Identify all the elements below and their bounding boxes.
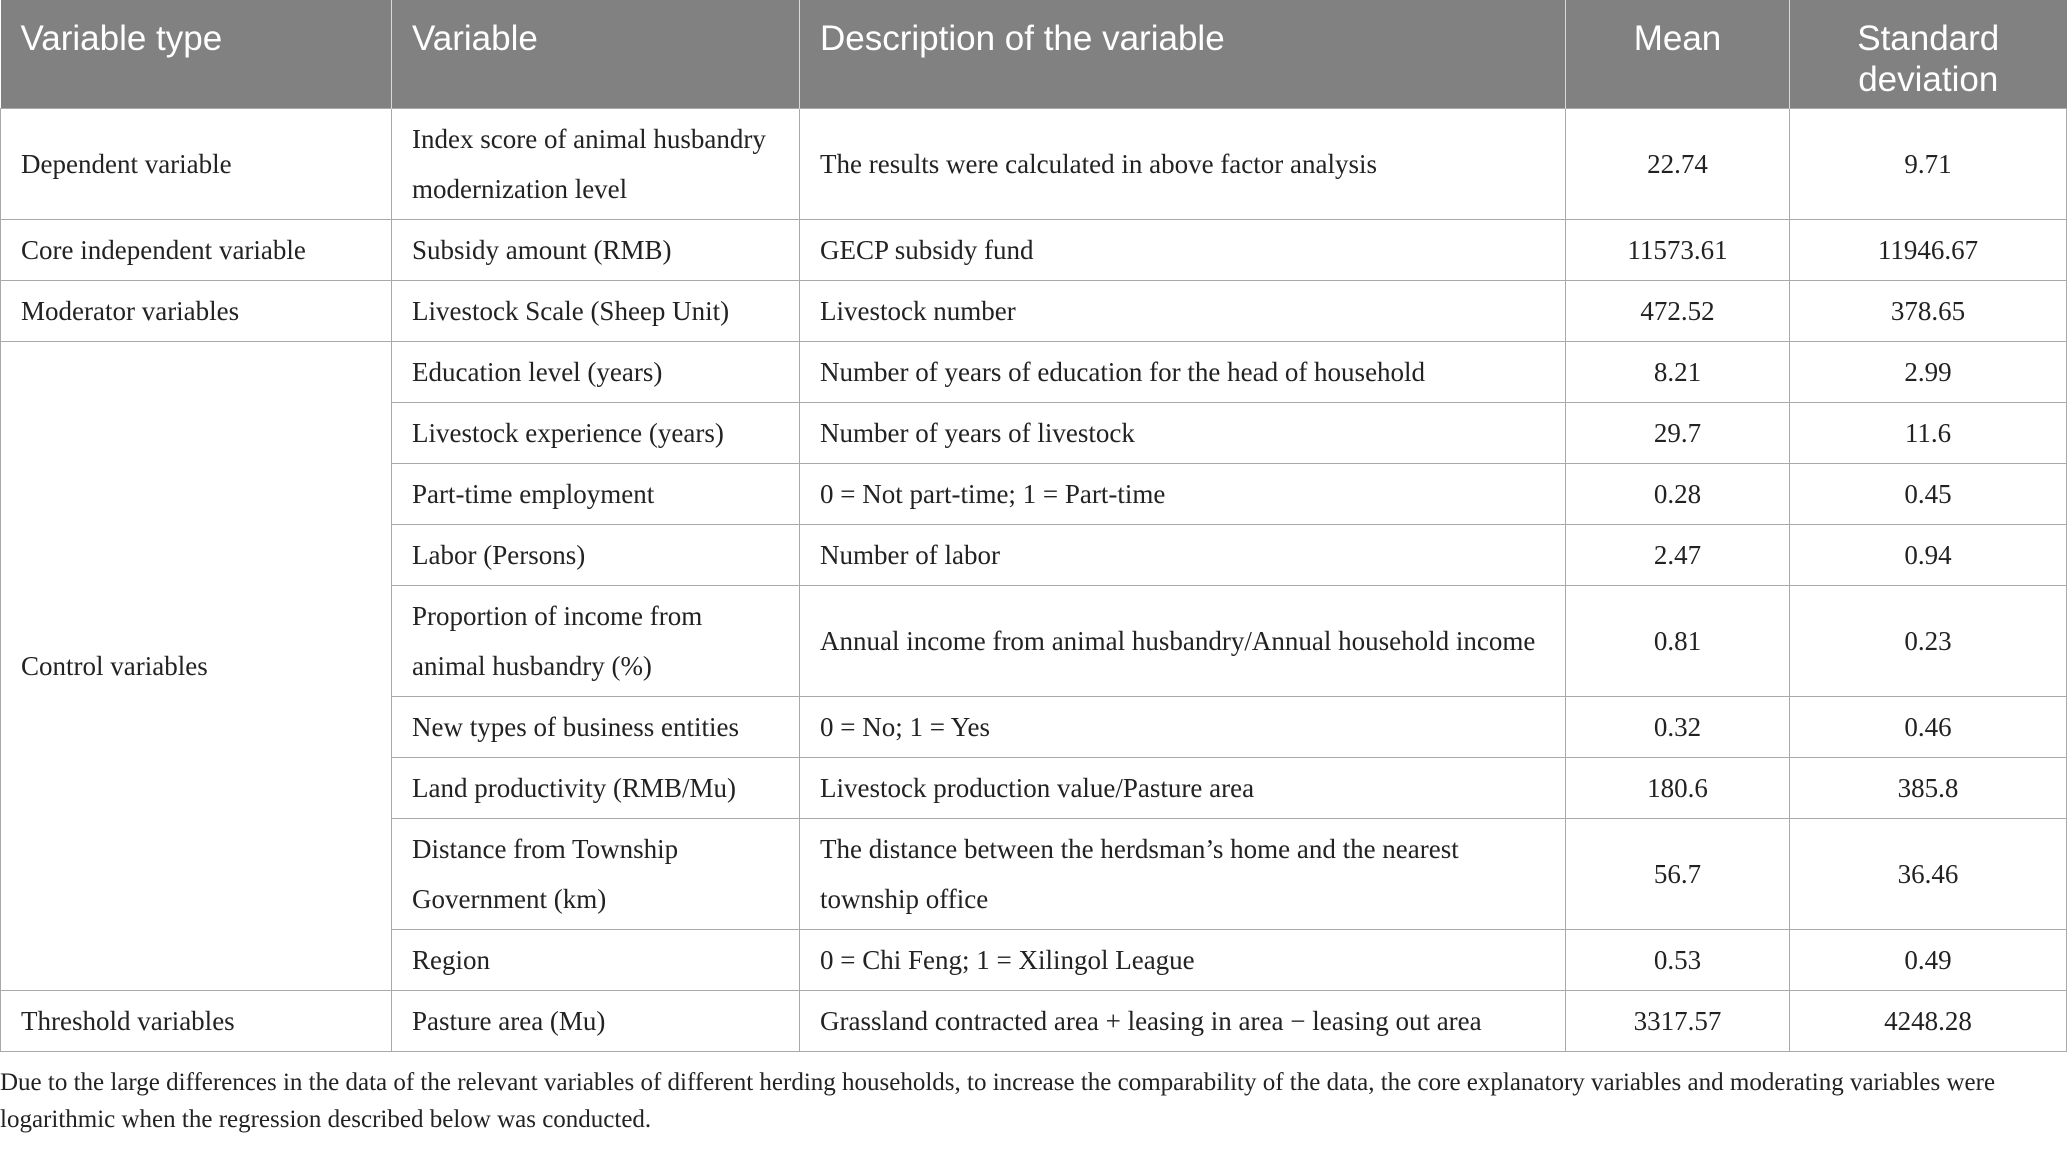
description-cell: Number of labor <box>800 525 1566 586</box>
standard-deviation-cell: 0.49 <box>1790 930 2067 991</box>
header-variable: Variable <box>392 0 800 109</box>
mean-cell: 3317.57 <box>1566 991 1790 1052</box>
variable-type-cell: Control variables <box>1 342 392 991</box>
standard-deviation-cell: 0.45 <box>1790 464 2067 525</box>
table-body <box>1 109 2067 1052</box>
standard-deviation-cell: 0.23 <box>1790 586 2067 697</box>
standard-deviation-cell: 2.99 <box>1790 342 2067 403</box>
mean-cell: 22.74 <box>1566 109 1790 220</box>
description-cell: GECP subsidy fund <box>800 220 1566 281</box>
table-row <box>1 281 2067 342</box>
description-cell: Number of years of livestock <box>800 403 1566 464</box>
variable-cell: New types of business entities <box>392 697 800 758</box>
table-header-row <box>1 0 2067 109</box>
description-cell: 0 = Chi Feng; 1 = Xilingol League <box>800 930 1566 991</box>
table-row <box>1 109 2067 220</box>
description-cell: Livestock number <box>800 281 1566 342</box>
standard-deviation-cell: 0.94 <box>1790 525 2067 586</box>
standard-deviation-cell: 9.71 <box>1790 109 2067 220</box>
mean-cell: 0.32 <box>1566 697 1790 758</box>
description-cell: 0 = Not part-time; 1 = Part-time <box>800 464 1566 525</box>
variable-cell: Index score of animal husbandry modernization level <box>392 109 800 220</box>
variable-cell: Pasture area (Mu) <box>392 991 800 1052</box>
header-description: Description of the variable <box>800 0 1566 109</box>
variable-cell: Part-time employment <box>392 464 800 525</box>
standard-deviation-cell: 0.46 <box>1790 697 2067 758</box>
variable-cell: Livestock experience (years) <box>392 403 800 464</box>
standard-deviation-cell: 378.65 <box>1790 281 2067 342</box>
mean-cell: 180.6 <box>1566 758 1790 819</box>
table-row <box>1 342 2067 403</box>
description-cell: Grassland contracted area + leasing in area − leasing out area <box>800 991 1566 1052</box>
variable-type-cell: Moderator variables <box>1 281 392 342</box>
variable-cell: Region <box>392 930 800 991</box>
description-cell: Number of years of education for the head of household <box>800 342 1566 403</box>
variable-cell: Subsidy amount (RMB) <box>392 220 800 281</box>
variable-type-cell: Core independent variable <box>1 220 392 281</box>
variable-type-cell: Threshold variables <box>1 991 392 1052</box>
header-mean: Mean <box>1566 0 1790 109</box>
mean-cell: 0.81 <box>1566 586 1790 697</box>
description-cell: Annual income from animal husbandry/Annual household income <box>800 586 1566 697</box>
mean-cell: 472.52 <box>1566 281 1790 342</box>
variable-cell: Livestock Scale (Sheep Unit) <box>392 281 800 342</box>
mean-cell: 56.7 <box>1566 819 1790 930</box>
mean-cell: 11573.61 <box>1566 220 1790 281</box>
header-variable-type: Variable type <box>1 0 392 109</box>
table-row <box>1 991 2067 1052</box>
standard-deviation-cell: 11.6 <box>1790 403 2067 464</box>
table-row <box>1 220 2067 281</box>
standard-deviation-cell: 11946.67 <box>1790 220 2067 281</box>
variable-cell: Labor (Persons) <box>392 525 800 586</box>
variable-cell: Proportion of income from animal husbandry (%) <box>392 586 800 697</box>
standard-deviation-cell: 385.8 <box>1790 758 2067 819</box>
mean-cell: 0.53 <box>1566 930 1790 991</box>
description-cell: The results were calculated in above factor analysis <box>800 109 1566 220</box>
mean-cell: 29.7 <box>1566 403 1790 464</box>
mean-cell: 0.28 <box>1566 464 1790 525</box>
header-standard-deviation: Standard deviation <box>1790 0 2067 109</box>
variable-cell: Education level (years) <box>392 342 800 403</box>
variable-cell: Land productivity (RMB/Mu) <box>392 758 800 819</box>
description-cell: 0 = No; 1 = Yes <box>800 697 1566 758</box>
mean-cell: 2.47 <box>1566 525 1790 586</box>
variable-type-cell: Dependent variable <box>1 109 392 220</box>
description-cell: Livestock production value/Pasture area <box>800 758 1566 819</box>
description-cell: The distance between the herdsman’s home and the nearest township office <box>800 819 1566 930</box>
mean-cell: 8.21 <box>1566 342 1790 403</box>
table-footnote: Due to the large differences in the data of the relevant variables of different herding households, to increase the comparability of the data, the core explanatory variables and moderating variables were logarithmic when the regression described below was conducted. <box>0 1069 1996 1133</box>
variable-cell: Distance from Township Government (km) <box>392 819 800 930</box>
standard-deviation-cell: 4248.28 <box>1790 991 2067 1052</box>
standard-deviation-cell: 36.46 <box>1790 819 2067 930</box>
